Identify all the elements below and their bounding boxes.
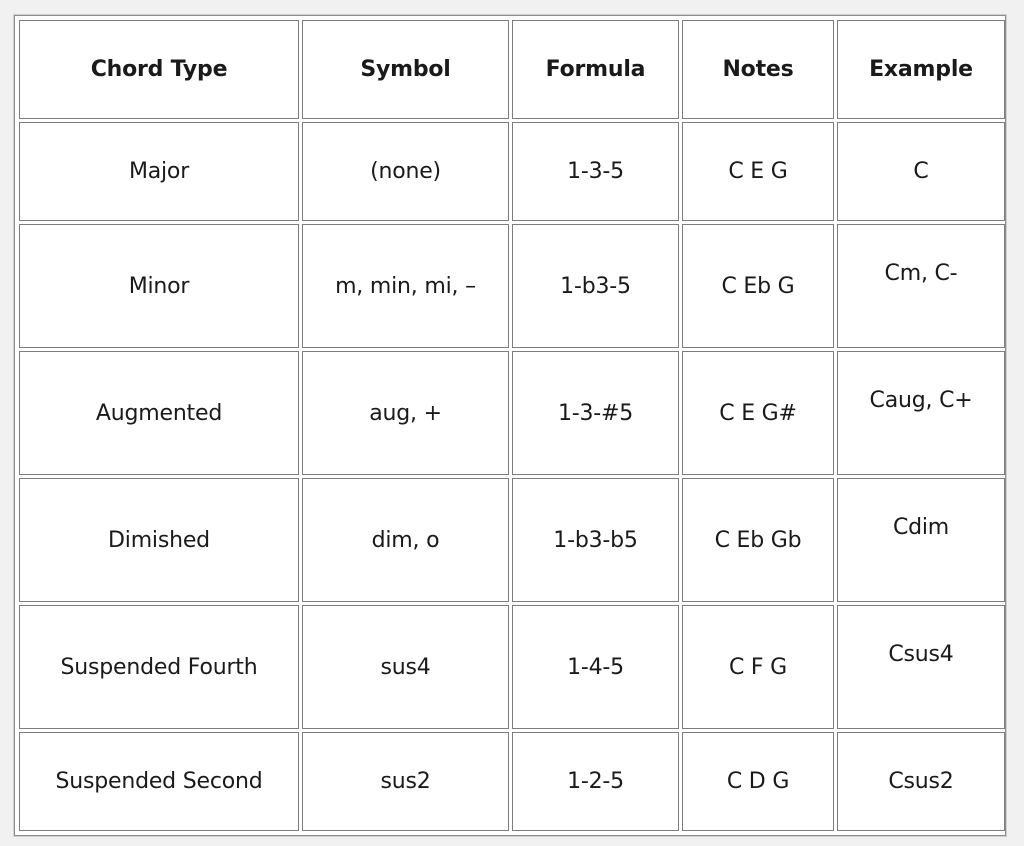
chord-table-frame (14, 15, 1006, 836)
header-formula: Formula (512, 20, 679, 119)
cell-example-text: Caug, C+ (869, 387, 973, 413)
header-symbol: Symbol (302, 20, 509, 119)
cell-formula: 1-b3-b5 (512, 478, 679, 602)
table-row (19, 224, 1005, 348)
cell-example-text: Csus4 (888, 641, 954, 667)
cell-notes: C Eb G (682, 224, 834, 348)
cell-notes: C D G (682, 732, 834, 831)
cell-symbol: aug, + (302, 351, 509, 475)
cell-notes: C F G (682, 605, 834, 729)
table-row (19, 122, 1005, 221)
cell-symbol: (none) (302, 122, 509, 221)
cell-formula: 1-3-5 (512, 122, 679, 221)
table-row (19, 351, 1005, 475)
cell-symbol: sus4 (302, 605, 509, 729)
header-example: Example (837, 20, 1005, 119)
table-row (19, 478, 1005, 602)
cell-chord-type: Minor (19, 224, 299, 348)
cell-symbol: m, min, mi, – (302, 224, 509, 348)
cell-example-text: Cdim (892, 514, 950, 540)
cell-notes: C Eb Gb (682, 478, 834, 602)
cell-example (837, 224, 1005, 348)
cell-formula: 1-2-5 (512, 732, 679, 831)
header-notes: Notes (682, 20, 834, 119)
cell-notes: C E G# (682, 351, 834, 475)
cell-chord-type: Major (19, 122, 299, 221)
cell-example: C (837, 122, 1005, 221)
cell-example (837, 351, 1005, 475)
cell-example (837, 605, 1005, 729)
cell-formula: 1-3-#5 (512, 351, 679, 475)
table-row (19, 605, 1005, 729)
cell-symbol: dim, o (302, 478, 509, 602)
cell-symbol: sus2 (302, 732, 509, 831)
cell-example-text: Cm, C- (884, 260, 958, 286)
cell-example: Csus2 (837, 732, 1005, 831)
cell-chord-type: Suspended Second (19, 732, 299, 831)
cell-formula: 1-b3-5 (512, 224, 679, 348)
table-row (19, 732, 1005, 831)
cell-chord-type: Dimished (19, 478, 299, 602)
cell-notes: C E G (682, 122, 834, 221)
chord-table (16, 17, 1008, 834)
cell-chord-type: Suspended Fourth (19, 605, 299, 729)
table-header-row (19, 20, 1005, 119)
cell-chord-type: Augmented (19, 351, 299, 475)
header-chord-type: Chord Type (19, 20, 299, 119)
cell-example (837, 478, 1005, 602)
cell-formula: 1-4-5 (512, 605, 679, 729)
